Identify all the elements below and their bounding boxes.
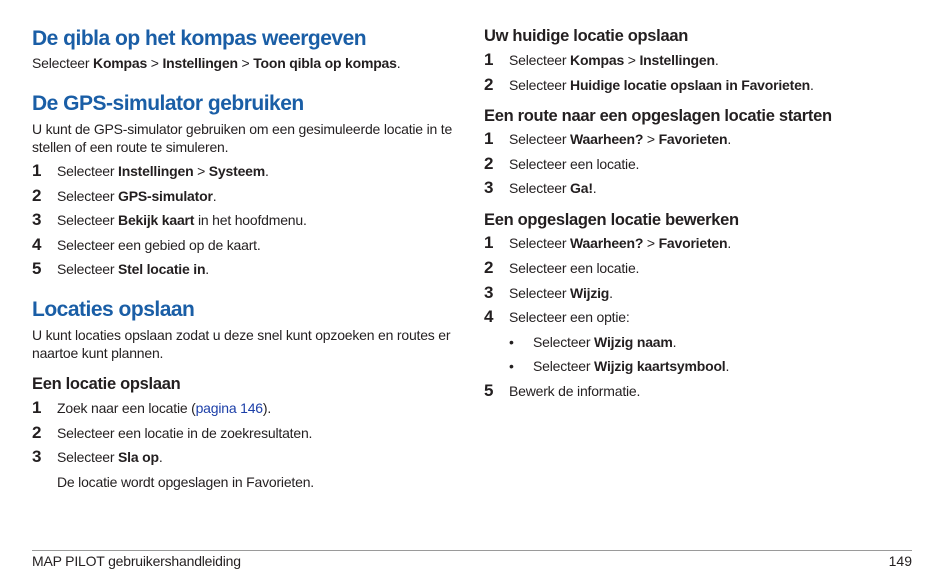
step-number: 3 xyxy=(484,283,494,302)
step-number: 2 xyxy=(484,75,494,94)
step-number: 3 xyxy=(32,447,42,466)
step-number: 4 xyxy=(484,307,494,326)
gps-intro-line-2: stellen of een route te simuleren. xyxy=(32,139,229,155)
step-number: 1 xyxy=(32,398,42,417)
step-number: 2 xyxy=(32,186,42,205)
footer-title: MAP PILOT gebruikershandleiding xyxy=(32,553,241,569)
gps-simulator-heading: De GPS-simulator gebruiken xyxy=(32,92,304,115)
step-number: 1 xyxy=(484,129,494,148)
step-number: 1 xyxy=(32,161,42,180)
qibla-instruction: Selecteer Kompas > Instellingen > Toon qibla op kompas. xyxy=(32,55,401,71)
step-number: 2 xyxy=(32,423,42,442)
step-number: 3 xyxy=(32,210,42,229)
save-intro-line-1: U kunt locaties opslaan zodat u deze snel kunt opzoeken en routes er xyxy=(32,327,451,343)
edit-heading: Een opgeslagen locatie bewerken xyxy=(484,211,739,229)
footer-divider xyxy=(32,550,912,551)
save-one-heading: Een locatie opslaan xyxy=(32,375,181,393)
route-heading: Een route naar een opgeslagen locatie starten xyxy=(484,107,832,125)
save-intro-line-2: naartoe kunt plannen. xyxy=(32,345,164,361)
step-number: 1 xyxy=(484,233,494,252)
page-link[interactable]: pagina 146 xyxy=(195,400,263,416)
step-number: 5 xyxy=(484,381,494,400)
gps-intro-line-1: U kunt de GPS-simulator gebruiken om een gesimuleerde locatie in te xyxy=(32,121,453,137)
step-number: 5 xyxy=(32,259,42,278)
save-locations-heading: Locaties opslaan xyxy=(32,298,195,321)
qibla-heading: De qibla op het kompas weergeven xyxy=(32,27,367,50)
save-current-heading: Uw huidige locatie opslaan xyxy=(484,27,688,45)
step-number: 2 xyxy=(484,154,494,173)
step-number: 2 xyxy=(484,258,494,277)
page-number: 149 xyxy=(888,553,912,569)
step-number: 3 xyxy=(484,178,494,197)
step-number: 1 xyxy=(484,50,494,69)
bullet-icon: • xyxy=(509,334,514,350)
bullet-icon: • xyxy=(509,358,514,374)
save-one-result: De locatie wordt opgeslagen in Favorieten. xyxy=(57,474,314,490)
step-number: 4 xyxy=(32,235,42,254)
